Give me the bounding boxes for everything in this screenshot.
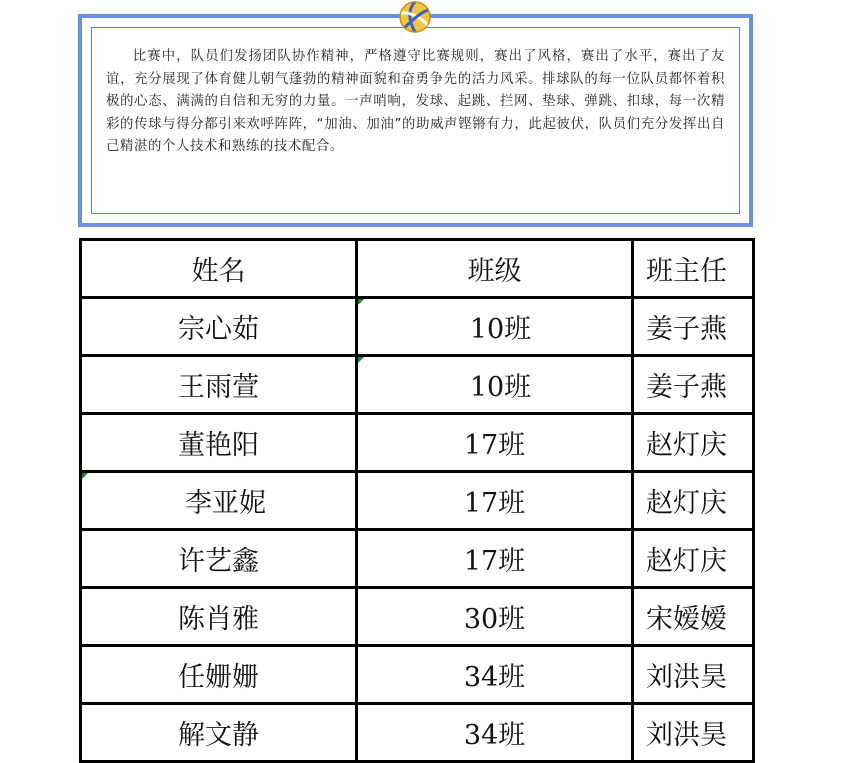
table-row bbox=[81, 588, 754, 646]
table-row bbox=[81, 414, 754, 472]
cell-teacher: 刘洪昊 bbox=[633, 646, 754, 704]
table-row bbox=[81, 646, 754, 704]
cell-class: 17班 bbox=[357, 472, 633, 530]
table-row bbox=[81, 472, 754, 530]
cell-name: 许艺鑫 bbox=[81, 530, 357, 588]
cell-class: 34班 bbox=[357, 704, 633, 762]
cell-class-text: 10班 bbox=[469, 314, 532, 345]
table-row bbox=[81, 356, 754, 414]
header-teacher: 班主任 bbox=[633, 240, 754, 298]
cell-name: 董艳阳 bbox=[81, 414, 357, 472]
header-class: 班级 bbox=[357, 240, 633, 298]
cell-class: 17班 bbox=[357, 530, 633, 588]
cell-teacher: 刘洪昊 bbox=[633, 704, 754, 762]
cell-class: 34班 bbox=[357, 646, 633, 704]
intro-paragraph: 比赛中，队员们发扬团队协作精神，严格遵守比赛规则，赛出了风格，赛出了水平，赛出了友谊，充分展现了体育健儿朝气蓬勃的精神面貌和奋勇争先的活力风采。排球队的每一位队员都怀着积极的心态、满满的自信和无穷的力量。一声哨响，发球、起跳、拦网、垫球、弹跳、扣球，每一次精彩的传球与得分都引来欢呼阵阵，“加油、加油”的助威声铿锵有力，此起彼伏，队员们充分发挥出自己精湛的个人技术和熟练的技术配合。 bbox=[106, 49, 725, 155]
cell-class: 17班 bbox=[357, 414, 633, 472]
cell-class bbox=[357, 356, 633, 414]
cell-name-text: 李亚妮 bbox=[185, 488, 266, 519]
cell-teacher: 赵灯庆 bbox=[633, 472, 754, 530]
cell-teacher: 宋嫒嫒 bbox=[633, 588, 754, 646]
header-name: 姓名 bbox=[81, 240, 357, 298]
cell-marker-icon bbox=[82, 473, 88, 479]
cell-name: 任姗姗 bbox=[81, 646, 357, 704]
cell-name: 解文静 bbox=[81, 704, 357, 762]
cell-name: 宗心茹 bbox=[81, 298, 357, 356]
roster-table bbox=[79, 238, 755, 763]
cell-marker-icon bbox=[358, 299, 364, 305]
table-row bbox=[81, 298, 754, 356]
cell-name bbox=[81, 472, 357, 530]
table-row bbox=[81, 530, 754, 588]
cell-name: 王雨萱 bbox=[81, 356, 357, 414]
volleyball-icon bbox=[398, 0, 432, 34]
cell-class bbox=[357, 298, 633, 356]
cell-marker-icon bbox=[358, 357, 364, 363]
cell-teacher: 赵灯庆 bbox=[633, 414, 754, 472]
table-row bbox=[81, 704, 754, 762]
table-header-row bbox=[81, 240, 754, 298]
cell-class-text: 10班 bbox=[469, 372, 532, 403]
cell-teacher: 姜子燕 bbox=[633, 356, 754, 414]
cell-teacher: 赵灯庆 bbox=[633, 530, 754, 588]
intro-inner-border bbox=[91, 27, 740, 214]
cell-class: 30班 bbox=[357, 588, 633, 646]
cell-teacher: 姜子燕 bbox=[633, 298, 754, 356]
cell-name: 陈肖雅 bbox=[81, 588, 357, 646]
intro-frame bbox=[78, 14, 753, 227]
